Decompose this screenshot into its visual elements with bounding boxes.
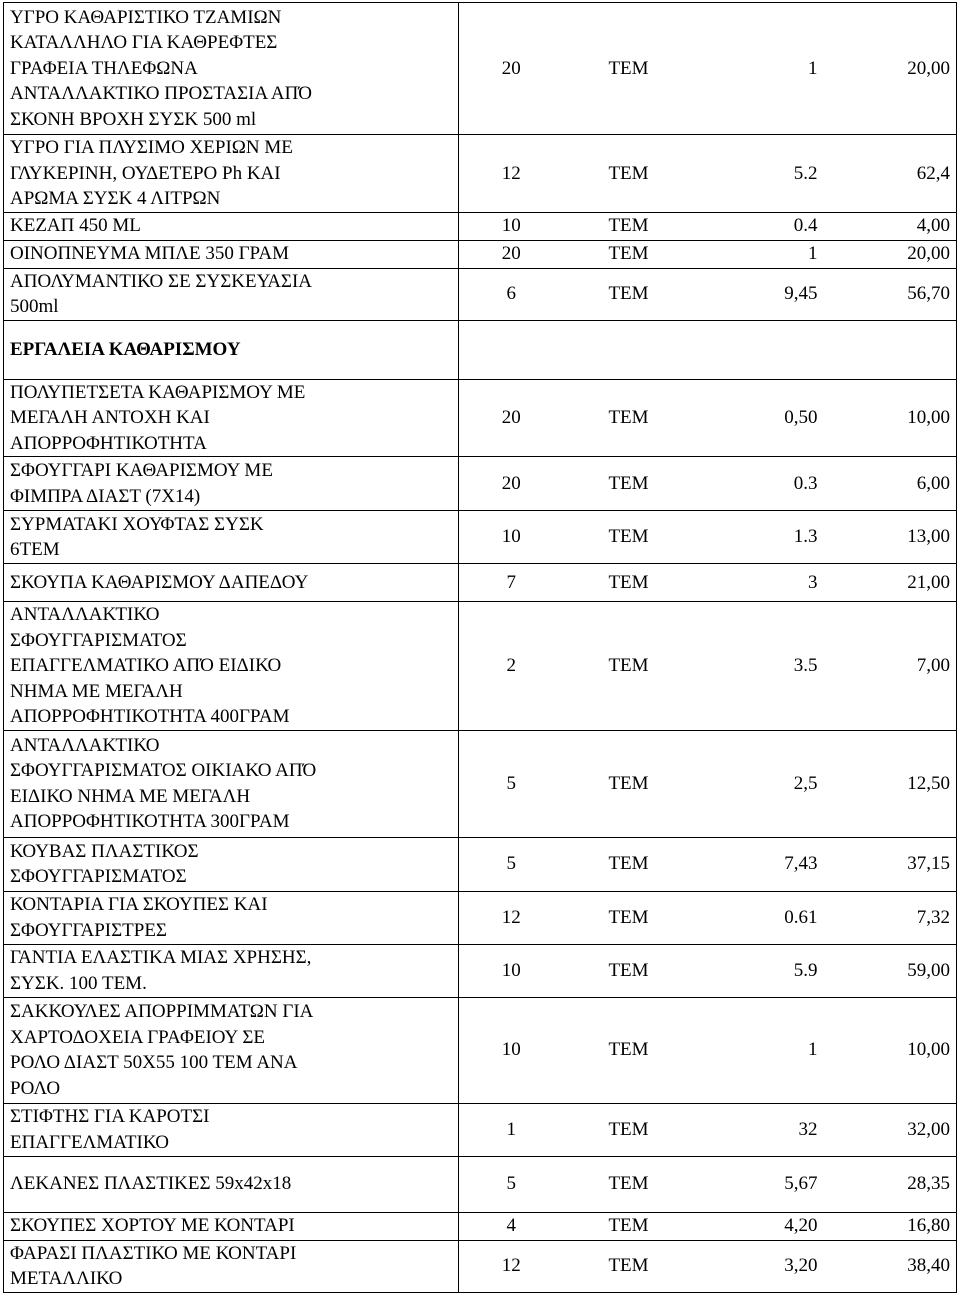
item-unit-price: 1 [694,997,824,1103]
item-total: 7,32 [824,891,957,944]
item-description: ΑΝΤΑΛΛΑΚΤΙΚΟ ΣΦΟΥΓΓΑΡΙΣΜΑΤΟΣ ΟΙΚΙΑΚΟ ΑΠΌ ΕΙΔΙΚΟ ΝΗΜΑ ΜΕ ΜΕΓΑΛΗ ΑΠΟΡΡΟΦΗΤΙΚΟΤΗΤΑ 300ΓΡΑΜ [4,730,459,837]
item-quantity: 12 [459,1240,564,1292]
item-description: ΠΟΛΥΠΕΤΣΕΤΑ ΚΑΘΑΡΙΣΜΟΥ ΜΕ ΜΕΓΑΛΗ ΑΝΤΟΧΗ ΚΑΙ ΑΠΟΡΡΟΦΗΤΙΚΟΤΗΤΑ [4,379,459,457]
item-total: 10,00 [824,997,957,1103]
item-description: ΣΚΟΥΠΕΣ ΧΟΡΤΟΥ ΜΕ ΚΟΝΤΑΡΙ [4,1212,459,1240]
item-unit-price: 0,50 [694,379,824,457]
item-description: ΣΚΟΥΠΑ ΚΑΘΑΡΙΣΜΟΥ ΔΑΠΕΔΟΥ [4,564,459,602]
item-unit: ΤΕΜ [564,1103,694,1156]
item-total: 16,80 [824,1212,957,1240]
table-row [4,1212,957,1240]
item-description: ΟΙΝΟΠΝΕΥΜΑ ΜΠΛΕ 350 ΓΡΑΜ [4,240,459,268]
table-row [4,564,957,602]
item-total: 32,00 [824,1103,957,1156]
item-quantity: 10 [459,997,564,1103]
item-unit-price: 1 [694,3,824,135]
table-row [4,602,957,731]
item-unit-price: 3 [694,564,824,602]
item-unit: ΤΕΜ [564,891,694,944]
table-row [4,1156,957,1212]
item-unit-price: 3,20 [694,1240,824,1292]
item-unit: ΤΕΜ [564,944,694,997]
item-description: ΥΓΡΟ ΚΑΘΑΡΙΣΤΙΚΟ ΤΖΑΜΙΩΝ ΚΑΤΑΛΛΗΛΟ ΓΙΑ ΚΑΘΡΕΦΤΕΣ ΓΡΑΦΕΙΑ ΤΗΛΕΦΩΝΑ ΑΝΤΑΛΛΑΚΤΙΚΟ ΠΡΟΣΤΑΣΙΑ ΑΠΌ ΣΚΟΝΗ ΒΡΟΧΗ ΣΥΣΚ 500 ml [4,3,459,135]
item-description: ΦΑΡΑΣΙ ΠΛΑΣΤΙΚΟ ΜΕ ΚΟΝΤΑΡΙ ΜΕΤΑΛΛΙΚΟ [4,1240,459,1292]
item-unit-price: 1 [694,240,824,268]
section-row-group [4,320,957,379]
table-row [4,997,957,1103]
item-total: 59,00 [824,944,957,997]
item-description: ΚΕΖΑΠ 450 ML [4,212,459,240]
item-unit: ΤΕΜ [564,997,694,1103]
item-description: ΣΦΟΥΓΓΑΡΙ ΚΑΘΑΡΙΣΜΟΥ ΜΕ ΦΙΜΠΡΑ ΔΙΑΣΤ (7Χ14) [4,457,459,511]
item-unit-price: 2,5 [694,730,824,837]
item-quantity: 10 [459,212,564,240]
item-description: ΣΥΡΜΑΤΑΚΙ ΧΟΥΦΤΑΣ ΣΥΣΚ 6ΤΕΜ [4,511,459,564]
item-unit: ΤΕΜ [564,240,694,268]
item-unit-price: 0.3 [694,457,824,511]
item-quantity: 10 [459,511,564,564]
item-unit-price: 1.3 [694,511,824,564]
item-quantity: 5 [459,730,564,837]
item-quantity: 1 [459,1103,564,1156]
table-row [4,730,957,837]
item-description: ΥΓΡΟ ΓΙΑ ΠΛΥΣΙΜΟ ΧΕΡΙΩΝ ΜΕ ΓΛΥΚΕΡΙΝΗ, ΟΥΔΕΤΕΡΟ Ph ΚΑΙ ΑΡΩΜΑ ΣΥΣΚ 4 ΛΙΤΡΩΝ [4,135,459,213]
item-total: 7,00 [824,602,957,731]
item-total: 28,35 [824,1156,957,1212]
item-total: 56,70 [824,268,957,320]
item-description: ΑΝΤΑΛΛΑΚΤΙΚΟ ΣΦΟΥΓΓΑΡΙΣΜΑΤΟΣ ΕΠΑΓΓΕΛΜΑΤΙΚΟ ΑΠΌ ΕΙΔΙΚΟ ΝΗΜΑ ΜΕ ΜΕΓΑΛΗ ΑΠΟΡΡΟΦΗΤΙΚΟΤΗΤΑ 400ΓΡΑΜ [4,602,459,731]
item-unit: ΤΕΜ [564,1212,694,1240]
item-unit: ΤΕΜ [564,3,694,135]
table-row [4,891,957,944]
item-unit-price: 0.61 [694,891,824,944]
item-unit-price: 9,45 [694,268,824,320]
item-unit: ΤΕΜ [564,268,694,320]
item-unit-price: 5,67 [694,1156,824,1212]
table-row [4,3,957,135]
item-total: 38,40 [824,1240,957,1292]
item-description: ΣΑΚΚΟΥΛΕΣ ΑΠΟΡΡΙΜΜΑΤΩΝ ΓΙΑ ΧΑΡΤΟΔΟΧΕΙΑ ΓΡΑΦΕΙΟΥ ΣΕ ΡΟΛΟ ΔΙΑΣΤ 50Χ55 100 ΤΕΜ ΑΝΑ ΡΟΛΟ [4,997,459,1103]
item-unit: ΤΕΜ [564,135,694,213]
item-description: ΛΕΚΑΝΕΣ ΠΛΑΣΤΙΚΕΣ 59x42x18 [4,1156,459,1212]
table-row [4,268,957,320]
item-unit-price: 4,20 [694,1212,824,1240]
table-row [4,457,957,511]
section-title: ΕΡΓΑΛΕΙΑ ΚΑΘΑΡΙΣΜΟΥ [4,320,459,379]
item-quantity: 20 [459,240,564,268]
item-quantity: 2 [459,602,564,731]
table-row [4,944,957,997]
item-quantity: 4 [459,1212,564,1240]
item-description: ΚΟΥΒΑΣ ΠΛΑΣΤΙΚΟΣ ΣΦΟΥΓΓΑΡΙΣΜΑΤΟΣ [4,837,459,891]
item-unit-price: 5.2 [694,135,824,213]
item-unit: ΤΕΜ [564,564,694,602]
section-empty-cell [459,320,957,379]
price-table [3,2,957,1293]
item-quantity: 12 [459,891,564,944]
table-row [4,511,957,564]
table-row [4,240,957,268]
item-unit: ΤΕΜ [564,1240,694,1292]
table-row [4,1103,957,1156]
section-header-row [4,320,957,379]
item-total: 6,00 [824,457,957,511]
item-total: 13,00 [824,511,957,564]
item-unit-price: 3.5 [694,602,824,731]
item-quantity: 6 [459,268,564,320]
item-total: 20,00 [824,3,957,135]
table-row [4,379,957,457]
table-row [4,212,957,240]
table-body-cleaning-tools [4,379,957,1292]
item-unit: ΤΕΜ [564,837,694,891]
item-quantity: 20 [459,379,564,457]
item-description: ΓΑΝΤΙΑ ΕΛΑΣΤΙΚΑ ΜΙΑΣ ΧΡΗΣΗΣ, ΣΥΣΚ. 100 ΤΕΜ. [4,944,459,997]
item-unit: ΤΕΜ [564,1156,694,1212]
item-unit-price: 7,43 [694,837,824,891]
table-row [4,837,957,891]
item-description: ΑΠΟΛΥΜΑΝΤΙΚΟ ΣΕ ΣΥΣΚΕΥΑΣΙΑ 500ml [4,268,459,320]
item-total: 21,00 [824,564,957,602]
item-total: 4,00 [824,212,957,240]
table-row [4,1240,957,1292]
item-quantity: 12 [459,135,564,213]
item-total: 10,00 [824,379,957,457]
item-unit-price: 32 [694,1103,824,1156]
item-unit-price: 5.9 [694,944,824,997]
item-quantity: 5 [459,837,564,891]
item-total: 12,50 [824,730,957,837]
item-quantity: 7 [459,564,564,602]
item-quantity: 10 [459,944,564,997]
item-unit: ΤΕΜ [564,212,694,240]
item-unit: ΤΕΜ [564,457,694,511]
item-total: 37,15 [824,837,957,891]
item-total: 62,4 [824,135,957,213]
table-body-cleaning-liquids [4,3,957,321]
item-unit: ΤΕΜ [564,730,694,837]
item-unit-price: 0.4 [694,212,824,240]
item-total: 20,00 [824,240,957,268]
item-quantity: 20 [459,3,564,135]
table-row [4,135,957,213]
item-quantity: 5 [459,1156,564,1212]
item-description: ΚΟΝΤΑΡΙΑ ΓΙΑ ΣΚΟΥΠΕΣ ΚΑΙ ΣΦΟΥΓΓΑΡΙΣΤΡΕΣ [4,891,459,944]
item-unit: ΤΕΜ [564,511,694,564]
item-unit: ΤΕΜ [564,379,694,457]
item-quantity: 20 [459,457,564,511]
item-description: ΣΤΙΦΤΗΣ ΓΙΑ ΚΑΡΟΤΣΙ ΕΠΑΓΓΕΛΜΑΤΙΚΟ [4,1103,459,1156]
item-unit: ΤΕΜ [564,602,694,731]
